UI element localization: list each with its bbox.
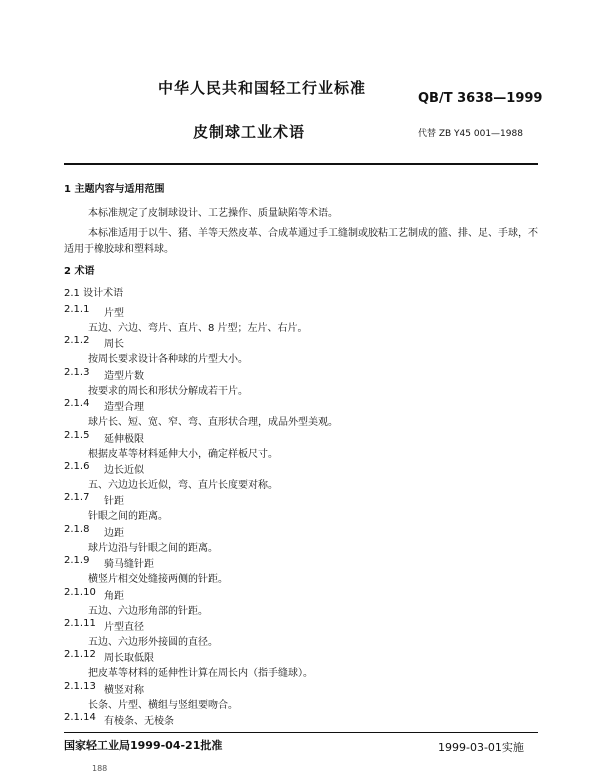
subsection-2-1-heading: 2.1 设计术语	[64, 288, 124, 299]
term-definition: 长条、片型、横组与竖组要吻合。	[88, 700, 238, 711]
effective-date: 1999-03-01实施	[438, 741, 524, 754]
term-definition: 球片边沿与针眼之间的距离。	[88, 543, 218, 554]
term-label: 延伸极限	[104, 434, 144, 445]
term-label: 针距	[104, 496, 124, 507]
term-definition: 横竖片相交处缝接两侧的针距。	[88, 574, 228, 585]
term-label: 边距	[104, 528, 124, 539]
term-number: 2.1.14	[64, 712, 96, 723]
term-number: 2.1.6	[64, 461, 90, 472]
approval-date: 国家轻工业局1999-04-21批准	[64, 739, 223, 752]
header-rule	[64, 163, 538, 165]
term-number: 2.1.7	[64, 492, 90, 503]
term-number: 2.1.12	[64, 649, 96, 660]
term-label: 片型	[104, 308, 124, 319]
term-definition: 按周长要求设计各种球的片型大小。	[88, 354, 248, 365]
term-number: 2.1.10	[64, 587, 96, 598]
document-title: 皮制球工业术语	[193, 123, 306, 141]
term-definition: 五、六边边长近似，弯、直片长度要对称。	[88, 480, 278, 491]
term-number: 2.1.4	[64, 398, 90, 409]
section-2-heading: 2 术语	[64, 266, 95, 277]
term-label: 角距	[104, 591, 124, 602]
term-label: 骑马缝针距	[104, 559, 154, 570]
section-1-paragraph-2-line-2: 适用于橡胶球和塑料球。	[64, 244, 174, 255]
term-number: 2.1.9	[64, 555, 90, 566]
page-number: 188	[92, 764, 108, 773]
standard-code: QB/T 3638—1999	[418, 91, 543, 106]
issuing-authority: 中华人民共和国轻工行业标准	[158, 79, 367, 97]
term-definition: 按要求的周长和形状分解成若干片。	[88, 386, 248, 397]
term-label: 周长取低限	[104, 653, 154, 664]
term-label: 横竖对称	[104, 685, 144, 696]
term-number: 2.1.1	[64, 304, 90, 315]
term-label: 造型片数	[104, 371, 144, 382]
replaces-standard: 代替 ZB Y45 001—1988	[418, 129, 523, 139]
term-definition: 根据皮革等材料延伸大小，确定样板尺寸。	[88, 449, 278, 460]
section-1-heading: 1 主题内容与适用范围	[64, 184, 165, 195]
section-1-paragraph-1: 本标准规定了皮制球设计、工艺操作、质量缺陷等术语。	[88, 208, 338, 219]
footer-rule	[64, 732, 538, 733]
term-number: 2.1.5	[64, 430, 90, 441]
term-number: 2.1.13	[64, 681, 96, 692]
term-label: 有棱条、无棱条	[104, 716, 174, 727]
term-number: 2.1.8	[64, 524, 90, 535]
term-number: 2.1.2	[64, 335, 90, 346]
term-number: 2.1.3	[64, 367, 90, 378]
term-label: 边长近似	[104, 465, 144, 476]
term-definition: 五边、六边形外接圆的直径。	[88, 637, 218, 648]
term-definition: 五边、六边、弯片、直片、8 片型；左片、右片。	[88, 323, 308, 334]
term-definition: 球片长、短、宽、窄、弯、直形状合理，成品外型美观。	[88, 417, 338, 428]
term-label: 片型直径	[104, 622, 144, 633]
term-number: 2.1.11	[64, 618, 96, 629]
term-label: 周长	[104, 339, 124, 350]
section-1-paragraph-2-line-1: 本标准适用于以牛、猪、羊等天然皮革、合成革通过手工缝制或胶粘工艺制成的篮、排、足、手球，不	[88, 228, 538, 239]
term-definition: 把皮革等材料的延伸性计算在周长内（指手缝球）。	[88, 668, 313, 679]
term-definition: 五边、六边形角部的针距。	[88, 606, 208, 617]
term-definition: 针眼之间的距离。	[88, 511, 168, 522]
term-label: 造型合理	[104, 402, 144, 413]
